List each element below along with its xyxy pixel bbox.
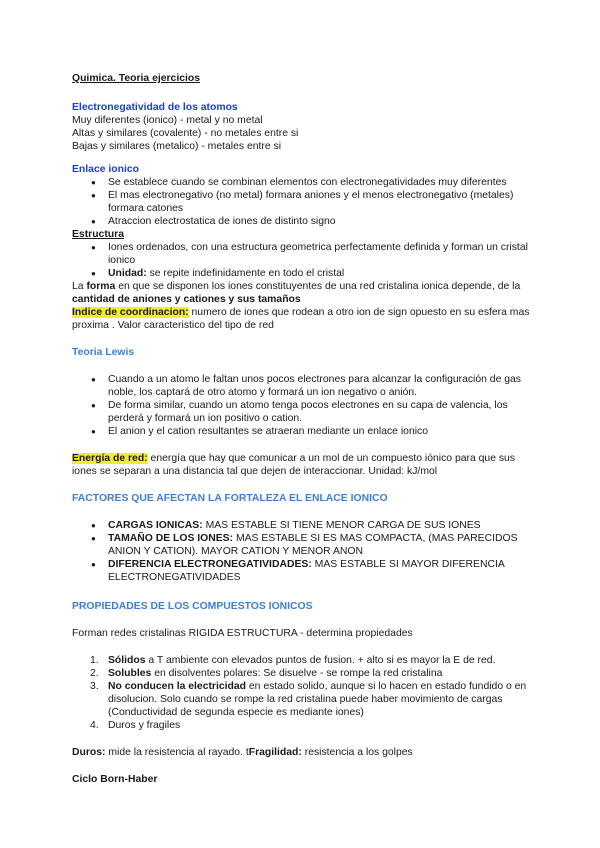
list-item (108, 267, 532, 280)
unidad-text: se repite indefinidamente en todo el cristal (146, 268, 345, 279)
list-item (108, 532, 532, 558)
page-title: Quimica. Teoria ejercicios (72, 73, 201, 84)
factor-label: DIFERENCIA ELECTRONEGATIVIDADES: (108, 559, 312, 570)
forma-bold: forma (86, 281, 116, 292)
item-text: en disolventes polares: Se disuelve - se rompe la red cristalina (151, 668, 443, 679)
fragilidad-text: resistencia a los golpes (301, 747, 413, 758)
estructura-heading: Estructura (72, 229, 124, 240)
item-text: en estado solido, aunque si lo hacen en estado fundido o en disolucion. Solo cuando se rompe la red cristalina puede haber movimiento de cargas (Conductividad de segunda especie es mediante iones) (108, 681, 527, 718)
ciclo-heading: Ciclo Born-Haber (72, 774, 158, 785)
propiedades-intro: Forman redes cristalinas RIGIDA ESTRUCTURA - determina propiedades (72, 628, 413, 639)
item-bold: Sólidos (108, 655, 146, 666)
text-span: en que se disponen los iones constituyentes de una red cristalina ionica depende, de la (115, 281, 521, 292)
energia-highlight: Energía de red: (72, 453, 148, 464)
factores-list (72, 519, 532, 584)
electroneg-line-1: Muy diferentes (ionico) - metal y no metal (72, 115, 263, 126)
energia-text: energía que hay que comunicar a un mol de un compuesto iónico para que sus iones se separan a una distancia tal que dejen de interaccionar. Unidad: kJ/mol (72, 453, 516, 477)
item-text: a T ambiente con elevados puntos de fusion. + alto si es mayor la E de red. (145, 655, 496, 666)
factor-label: TAMAÑO DE LOS IONES: (108, 533, 234, 544)
list-item: ● De forma similar, cuando un atomo tenga pocos electrones en su capa de valencia, los perderá y formará un ion positivo o cation. (108, 399, 532, 425)
electroneg-line-3: Bajas y similares (metalico) - metales entre si (72, 141, 282, 152)
factor-label: CARGAS IONICAS: (108, 520, 203, 531)
item-bold: Solubles (108, 668, 152, 679)
list-item (108, 519, 532, 532)
factores-heading: FACTORES QUE AFECTAN LA FORTALEZA EL ENLACE IONICO (72, 493, 388, 504)
item-number: 2. (90, 668, 99, 679)
list-item: ● Iones ordenados, con una estructura geometrica perfectamente definida y forman un cristal ionico (108, 241, 532, 267)
indice-text: numero de iones que rodean a otro ion de sign opuesto en su esfera mas proxima . Valor caracteristico del tipo de red (72, 307, 530, 331)
fragilidad-label: Fragilidad: (248, 747, 302, 758)
list-item: ● El anion y el cation resultantes se atraeran mediante un enlace ionico (108, 425, 532, 438)
electronegatividad-heading: Electronegatividad de los atomos (72, 102, 238, 113)
indice-paragraph (72, 306, 532, 332)
estructura-list (72, 241, 532, 280)
document-page (72, 72, 532, 786)
item-number: 4. (90, 720, 99, 731)
factor-text: MAS ESTABLE SI MAYOR DIFERENCIA ELECTRONEGATIVIDADES (108, 559, 505, 583)
enlace-ionico-list (72, 176, 532, 228)
list-item (108, 558, 532, 584)
list-item: ● Cuando a un atomo le faltan unos pocos electrones para alcanzar la configuración de gas noble, los captará de otro atomo y formará un ion negativo o anión. (108, 373, 532, 399)
list-item (90, 667, 532, 680)
list-item: ● El mas electronegativo (no metal) formara aniones y el menos electronegativo (metales) formara catones (108, 189, 532, 215)
duros-label: Duros: (72, 747, 106, 758)
indice-highlight: Indice de coordinacion: (72, 307, 189, 318)
factor-text: MAS ESTABLE SI TIENE MENOR CARGA DE SUS IONES (202, 520, 481, 531)
item-text: Duros y fragiles (108, 720, 181, 731)
propiedades-heading: PROPIEDADES DE LOS COMPUESTOS IONICOS (72, 601, 313, 612)
list-item (90, 719, 532, 732)
unidad-label: Unidad: (108, 268, 147, 279)
list-item: ● Atraccion electrostatica de iones de distinto signo (108, 215, 532, 228)
enlace-ionico-heading: Enlace ionico (72, 164, 139, 175)
teoria-lewis-heading: Teoria Lewis (72, 347, 135, 358)
list-item (90, 654, 532, 667)
electroneg-line-2: Altas y similares (covalente) - no metales entre si (72, 128, 299, 139)
propiedades-list (72, 654, 532, 732)
duros-text: mide la resistencia al rayado. t (105, 747, 249, 758)
energia-paragraph (72, 452, 532, 478)
factor-text: MAS ESTABLE SI ES MAS COMPACTA, (MAS PARECIDOS ANION Y CATION). MAYOR CATION Y MENOR ANON (108, 533, 518, 557)
forma-paragraph (72, 280, 532, 306)
duros-paragraph (72, 746, 532, 759)
list-item: ● Se establece cuando se combinan elementos con electronegatividades muy diferentes (108, 176, 532, 189)
item-number: 1. (90, 655, 99, 666)
item-number: 3. (90, 681, 99, 692)
item-bold: No conducen la electricidad (108, 681, 247, 692)
list-item (90, 680, 532, 719)
cantidad-bold: cantidad de aniones y cationes y sus tamaños (72, 294, 301, 305)
text-span: La (72, 281, 87, 292)
lewis-list (72, 373, 532, 438)
